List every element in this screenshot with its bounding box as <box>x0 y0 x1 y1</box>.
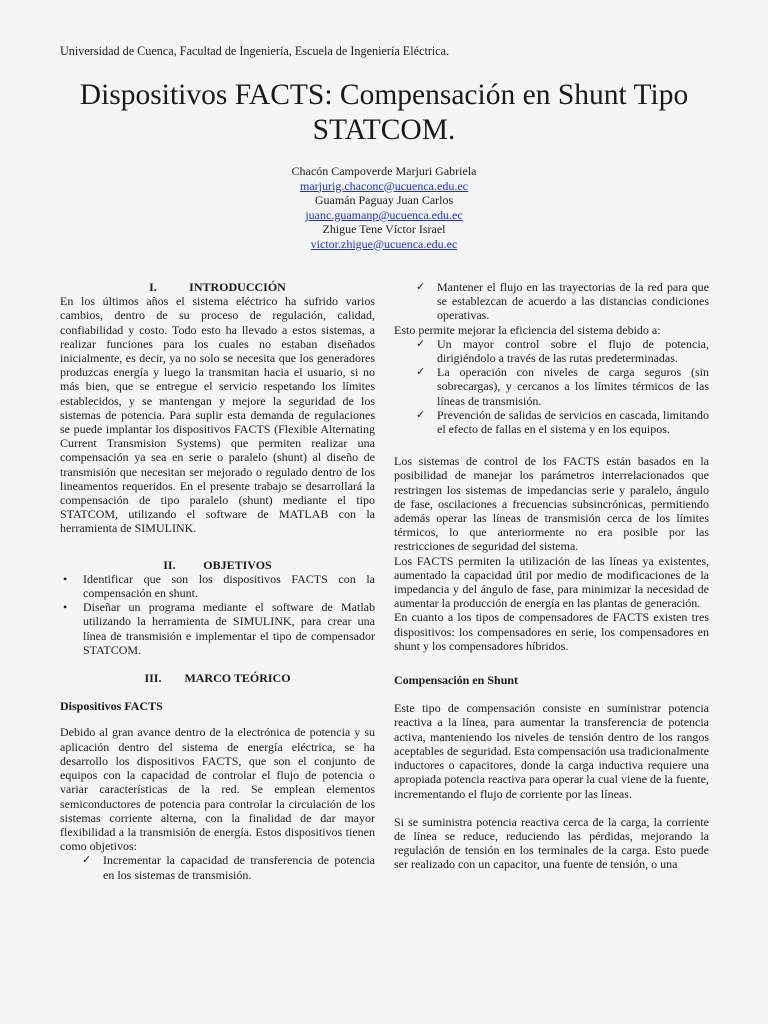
section-heading-marco-teorico <box>60 671 375 685</box>
list-item: ✓ Prevención de salidas de servicios en cascada, limitando el efecto de fallas en el sistema y en los equipos. <box>394 408 709 436</box>
list-item: ✓ Mantener el flujo en las trayectorias de la red para que se establezcan de acuerdo a las distancias condiciones operativas. <box>394 280 709 323</box>
author-email-link[interactable]: juanc.guamanp@ucuenca.edu.ec <box>305 207 463 222</box>
intro-paragraph: En los últimos años el sistema eléctrico ha sufrido varios cambios, dentro de su proceso de regulación, calidad, confiabilidad y costo. Todo esto ha llevado a estos sistemas, a realizar funciones para los cuales no estaban diseñados inicialmente, es decir, ya no solo se necesita que los generadores produzcas energía y luego la transmitan hacia el usuario, si no más bien, que se entregue el servicio respetando los límites establecidos, y se mantengan y mejore la seguridad de los sistemas de potencia. Para suplir esta demanda de regulaciones se puede implantar los dispositivos FACTS (Flexible Alternating Current Transmision Systems) que permiten realizar una compensación ya sea en serie o paralelo (shunt) al diseño de transmisión que necesitan ser mejorado o regulado dentro de los lineamentos requeridos. En el presente trabajo se desarrollará la compensación de tipo paralelo (shunt) mediante el tipo STATCOM, utilizando el software de MATLAB con la herramienta de SIMULINK. <box>60 294 375 536</box>
list-item: • Diseñar un programa mediante el software de Matlab utilizando la herramienta de SIMULINK, para crear una línea de transmisión e implementar el tipo de compensador STATCOM. <box>60 600 375 657</box>
right-column <box>394 280 709 872</box>
section-title: MARCO TEÓRICO <box>184 671 291 686</box>
section-heading-objetivos <box>60 558 375 572</box>
section-number: II. <box>163 557 176 572</box>
facts-paragraph: Debido al gran avance dentro de la electrónica de potencia y su aplicación dentro del sistema de energía eléctrica, se ha desarrollo los dispositivos FACTS, que son el conjunto de equipos con la capacidad de controlar el flujo de potencia o variar características de la red. Se emplean elementos semiconductores de potencia para controlar la circulación de los sistemas corriente alterna, con la finalidad de dar mayor flexibilidad a la transmisión de energía. Estos dispositivos tienen como objetivos: <box>60 725 375 854</box>
types-paragraph: En cuanto a los tipos de compensadores de FACTS existen tres dispositivos: los compensadores en serie, los compensadores en shunt y los compensadores híbridos. <box>394 610 709 653</box>
section-title: INTRODUCCIÓN <box>189 280 286 294</box>
permite-paragraph: Esto permite mejorar la eficiencia del sistema debido a: <box>394 322 661 337</box>
author-name: Chacón Campoverde Marjuri Gabriela <box>291 164 477 178</box>
author-name: Zhigue Tene Víctor Israel <box>322 222 446 236</box>
section-number: I. <box>149 280 157 294</box>
subheading-dispositivos-facts: Dispositivos FACTS <box>60 699 163 714</box>
left-column <box>60 280 375 882</box>
section-number: III. <box>144 671 162 686</box>
author-email-link[interactable]: victor.zhigue@ucuenca.edu.ec <box>310 236 458 251</box>
reactive-paragraph: Si se suministra potencia reactiva cerca de la carga, la corriente de línea se reduce, reduciendo las pérdidas, mejorando la regulación de tensión en los terminales de la carga. Esto puede ser realizado con un capacitor, una fuente de tensión, o una <box>394 814 709 872</box>
facts-checklist <box>60 853 375 881</box>
running-header: Universidad de Cuenca, Facultad de Ingeniería, Escuela de Ingeniería Eléctrica. <box>60 44 450 58</box>
list-item: ✓ Incrementar la capacidad de transferencia de potencia en los sistemas de transmisión. <box>60 853 375 881</box>
control-paragraph: Los sistemas de control de los FACTS están basados en la posibilidad de manejar los parámetros interrelacionados que restringen los sistemas de impedancias serie y paralelo, ángulo de fase, oscilaciones a frecuencias subsincrónicas, permitiendo además operar las líneas de transmisión cerca de los límites térmicos, lo que anteriormente no era posible por las restricciones de seguridad del sistema. <box>394 454 709 554</box>
author-name: Guamán Paguay Juan Carlos <box>314 193 454 207</box>
author-email-link[interactable]: marjurig.chaconc@ucuenca.edu.ec <box>300 178 468 193</box>
author-block <box>184 164 584 251</box>
shunt-paragraph: Este tipo de compensación consiste en suministrar potencia reactiva a la línea, para aumentar la transferencia de potencia activa, manteniendo los niveles de tensión dentro de los rangos aceptables de seguridad. Esta compensación usa tradicionalmente inductores o capacitores, donde la carga inductiva requiere una apropiada potencia reactiva para operar la cual viene de la fuente, incrementando el flujo de corriente por las líneas. <box>394 701 709 801</box>
list-item: ✓ La operación con niveles de carga seguros (sin sobrecargas), y cercanos a los límites térmicos de las líneas de transmisión. <box>394 365 709 408</box>
list-item: • Identificar que son los dispositivos FACTS con la compensación en shunt. <box>60 572 375 600</box>
list-item: ✓ Un mayor control sobre el flujo de potencia, dirigiéndolo a través de las rutas predeterminadas. <box>394 337 709 365</box>
section-heading-introduccion <box>60 280 375 294</box>
paper-title: Dispositivos FACTS: Compensación en Shunt Tipo STATCOM. <box>79 79 689 146</box>
checklist-benefits <box>394 337 709 436</box>
checklist-top <box>394 280 709 323</box>
lines-paragraph: Los FACTS permiten la utilización de las líneas ya existentes, aumentado la capacidad útil por medio de modificaciones de la impedancia y del ángulo de fase, para minimizar la necesidad de aumentar la producción de energía en las plantas de generación. <box>394 553 709 611</box>
subheading-compensacion-shunt: Compensación en Shunt <box>394 673 519 688</box>
objetivos-list <box>60 572 375 657</box>
section-title: OBJETIVOS <box>203 557 272 572</box>
